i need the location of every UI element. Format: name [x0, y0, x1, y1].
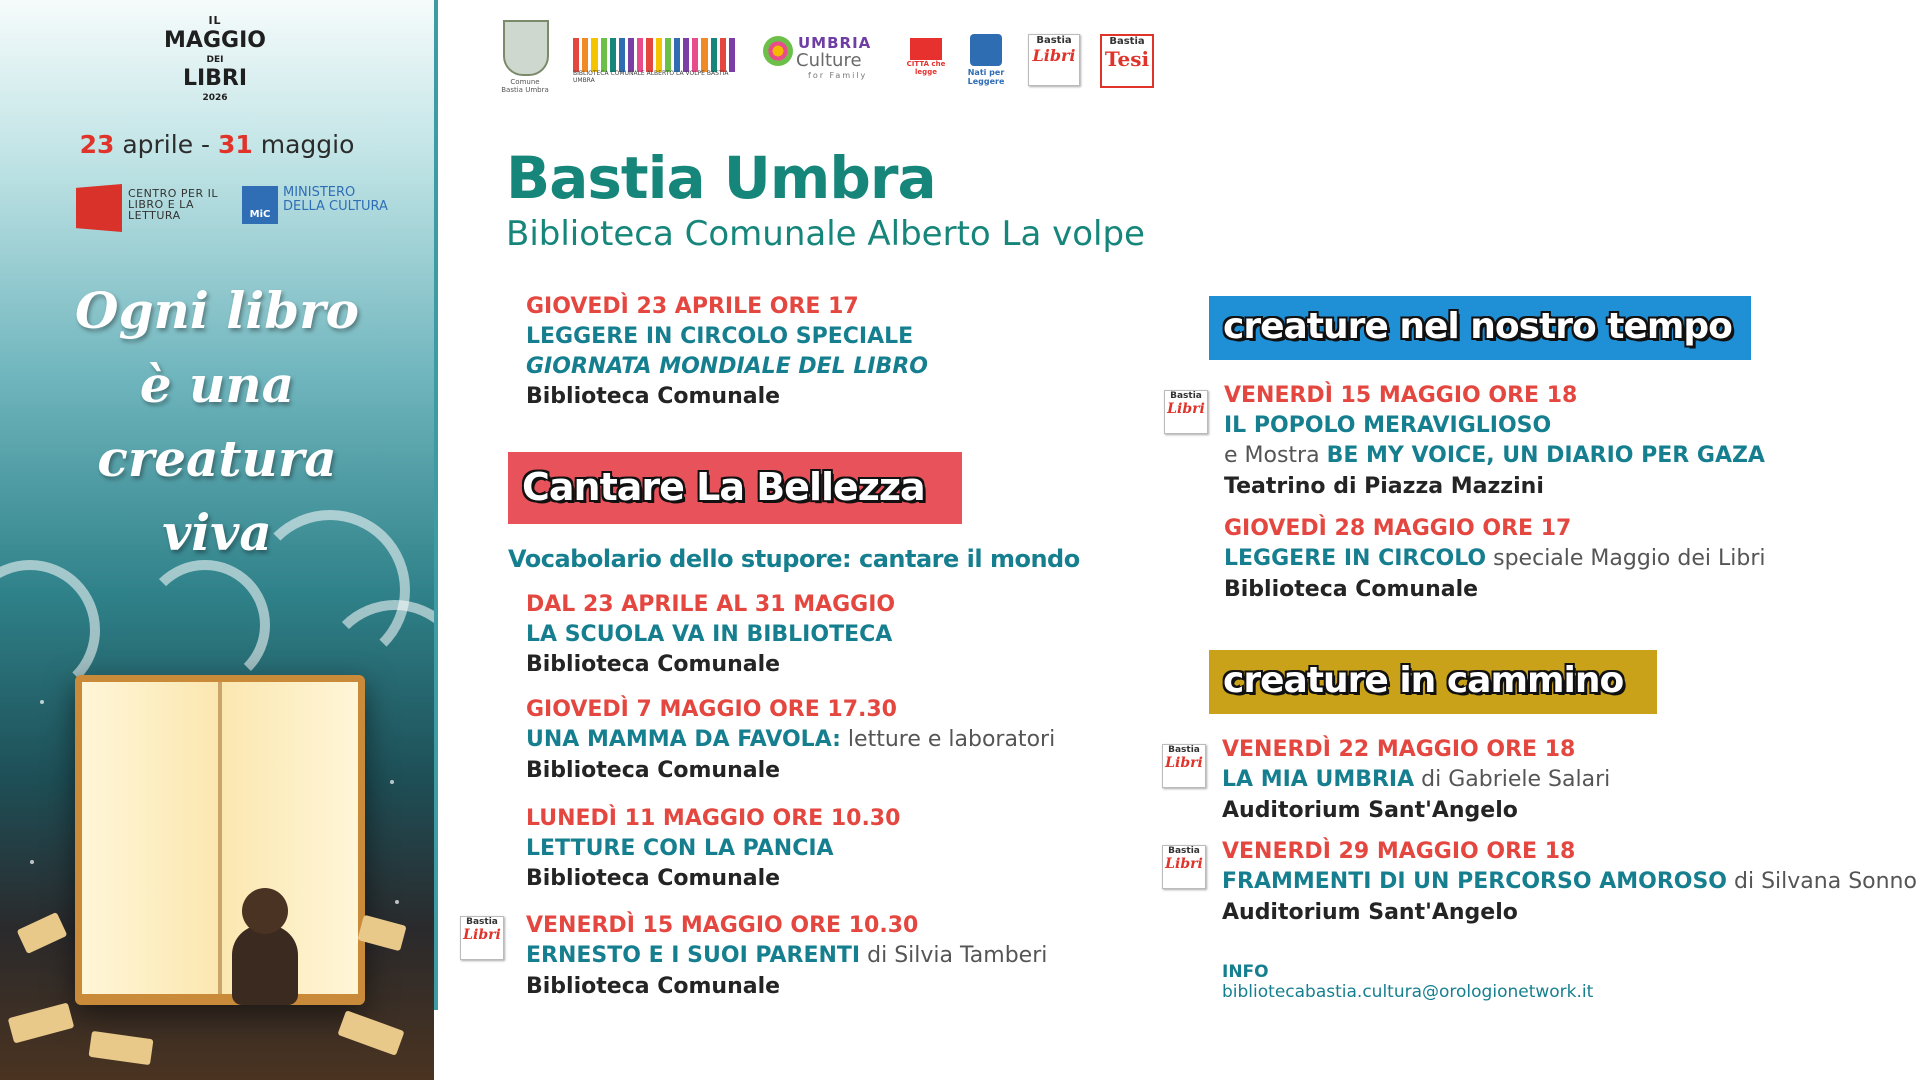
- event-place: Auditorium Sant'Angelo: [1222, 798, 1518, 823]
- event-detail: e Mostra: [1224, 443, 1327, 468]
- event-block: [526, 911, 1047, 1002]
- bastia-libri-badge-icon: Bastia Libri: [1162, 845, 1206, 889]
- biblioteca-logo-label: BIBLIOTECA COMUNALE ALBERTO LA VOLPE BASTIA UMBRA: [573, 70, 729, 84]
- section-banner-creature-tempo: creature nel nostro tempo: [1209, 296, 1751, 360]
- event-block: [1222, 837, 1917, 928]
- event-place: Biblioteca Comunale: [526, 384, 781, 409]
- comune-crest-icon: [503, 20, 549, 76]
- event-detail: di Silvana Sonno: [1727, 869, 1917, 894]
- cepell-logo-icon: [76, 184, 122, 232]
- event-block: [526, 590, 895, 680]
- umbria-culture-flower-icon: [763, 36, 793, 66]
- poster-slogan: Ogni libro è una creatura viva: [75, 281, 359, 562]
- event-date: DAL 23 APRILE AL 31 MAGGIO: [526, 592, 896, 617]
- event-title: IL POPOLO MERAVIGLIOSO: [1224, 413, 1552, 438]
- book-spine: [218, 682, 222, 994]
- small-book-icon: [88, 1031, 153, 1065]
- event-date: GIOVEDÌ 23 APRILE ORE 17: [526, 294, 859, 319]
- event-block: [526, 695, 1055, 786]
- cepell-label: CENTRO PER IL LIBRO E LA LETTURA: [128, 187, 218, 222]
- small-book-icon: [17, 912, 68, 954]
- event-date: GIOVEDÌ 7 MAGGIO ORE 17.30: [526, 697, 897, 722]
- info-block: [1222, 962, 1593, 1002]
- sparkle-icon: [40, 700, 44, 704]
- sparkle-icon: [390, 780, 394, 784]
- small-book-icon: [8, 1002, 75, 1043]
- event-block: [526, 804, 900, 894]
- section-subtitle: Vocabolario dello stupore: cantare il mondo: [508, 545, 1080, 573]
- section-banner-cantare: Cantare La Bellezza: [508, 452, 962, 524]
- citta-che-legge-label: CITTÀ che legge: [906, 60, 946, 76]
- ministero-label: MINISTERO DELLA CULTURA: [283, 185, 388, 214]
- event-block: [1222, 735, 1610, 826]
- event-title: LA MIA UMBRIA: [1222, 767, 1415, 792]
- event-block: [526, 292, 928, 412]
- comune-label: Comune Bastia Umbra: [501, 78, 549, 94]
- event-title: LEGGERE IN CIRCOLO SPECIALE: [526, 324, 914, 349]
- event-block: [1224, 381, 1765, 502]
- event-subtitle: GIORNATA MONDIALE DEL LIBRO: [526, 354, 928, 379]
- bastia-libri-badge-icon: Bastia Libri: [460, 916, 504, 960]
- biblioteca-logo-bars: [573, 38, 735, 72]
- culture-label: Culture: [796, 50, 862, 71]
- event-place: Auditorium Sant'Angelo: [1222, 900, 1518, 925]
- for-family-label: for Family: [808, 71, 868, 80]
- info-email-link[interactable]: bibliotecabastia.cultura@orologionetwork.it: [1222, 982, 1594, 1002]
- mic-logo-icon: MiC: [242, 186, 278, 224]
- event-place: Biblioteca Comunale: [526, 652, 781, 677]
- event-title: ERNESTO E I SUOI PARENTI: [526, 943, 861, 968]
- event-place: Teatrino di Piazza Mazzini: [1224, 474, 1544, 499]
- child-illustration: [232, 925, 298, 1005]
- panel-divider: [434, 0, 438, 1010]
- event-block: [1224, 514, 1765, 605]
- maggio-dei-libri-logo: IL MAGGIO DEI LIBRI 2026: [164, 14, 266, 103]
- event-title: UNA MAMMA DA FAVOLA:: [526, 727, 841, 752]
- page-title: Bastia Umbra: [506, 144, 936, 212]
- section-banner-creature-cammino: creature in cammino: [1209, 650, 1657, 714]
- event-place: Biblioteca Comunale: [526, 866, 781, 891]
- event-place: Biblioteca Comunale: [526, 974, 781, 999]
- event-detail: speciale Maggio dei Libri: [1486, 546, 1766, 571]
- sparkle-icon: [395, 900, 399, 904]
- event-place: Biblioteca Comunale: [526, 758, 781, 783]
- event-detail: di Silvia Tamberi: [860, 943, 1048, 968]
- event-title: LA SCUOLA VA IN BIBLIOTECA: [526, 622, 893, 647]
- info-heading: INFO: [1222, 962, 1269, 982]
- sparkle-icon: [30, 860, 34, 864]
- book-page-left: [82, 682, 218, 994]
- bastia-libri-badge-icon: Bastia Libri: [1164, 390, 1208, 434]
- bastia-tesi-logo: Bastia Tesi: [1100, 34, 1154, 88]
- event-date: GIOVEDÌ 28 MAGGIO ORE 17: [1224, 516, 1572, 541]
- event-detail: letture e laboratori: [840, 727, 1056, 752]
- event-title: FRAMMENTI DI UN PERCORSO AMOROSO: [1222, 869, 1728, 894]
- page-subtitle: Biblioteca Comunale Alberto La volpe: [506, 214, 1145, 254]
- event-detail: di Gabriele Salari: [1414, 767, 1611, 792]
- bastia-libri-badge-icon: Bastia Libri: [1162, 744, 1206, 788]
- event-title: LEGGERE IN CIRCOLO: [1224, 546, 1487, 571]
- event-date: VENERDÌ 15 MAGGIO ORE 10.30: [526, 913, 919, 938]
- bastia-libri-logo: Bastia Libri: [1028, 34, 1080, 86]
- event-date: VENERDÌ 29 MAGGIO ORE 18: [1222, 839, 1576, 864]
- event-date: LUNEDÌ 11 MAGGIO ORE 10.30: [526, 806, 901, 831]
- poster-dates: 23 aprile - 31 maggio: [79, 130, 355, 159]
- poster-panel: [0, 0, 434, 1080]
- event-date: VENERDÌ 15 MAGGIO ORE 18: [1224, 383, 1578, 408]
- event-date: VENERDÌ 22 MAGGIO ORE 18: [1222, 737, 1576, 762]
- citta-che-legge-book-icon: [910, 38, 942, 60]
- umbria-label: UMBRIA: [798, 34, 872, 52]
- event-place: Biblioteca Comunale: [1224, 577, 1479, 602]
- nati-per-leggere-icon: [970, 34, 1002, 66]
- nati-per-leggere-label: Nati per Leggere: [967, 68, 1005, 86]
- event-title: BE MY VOICE, UN DIARIO PER GAZA: [1326, 443, 1765, 468]
- event-title: LETTURE CON LA PANCIA: [526, 836, 834, 861]
- child-head-illustration: [242, 888, 288, 934]
- small-book-icon: [337, 1010, 404, 1056]
